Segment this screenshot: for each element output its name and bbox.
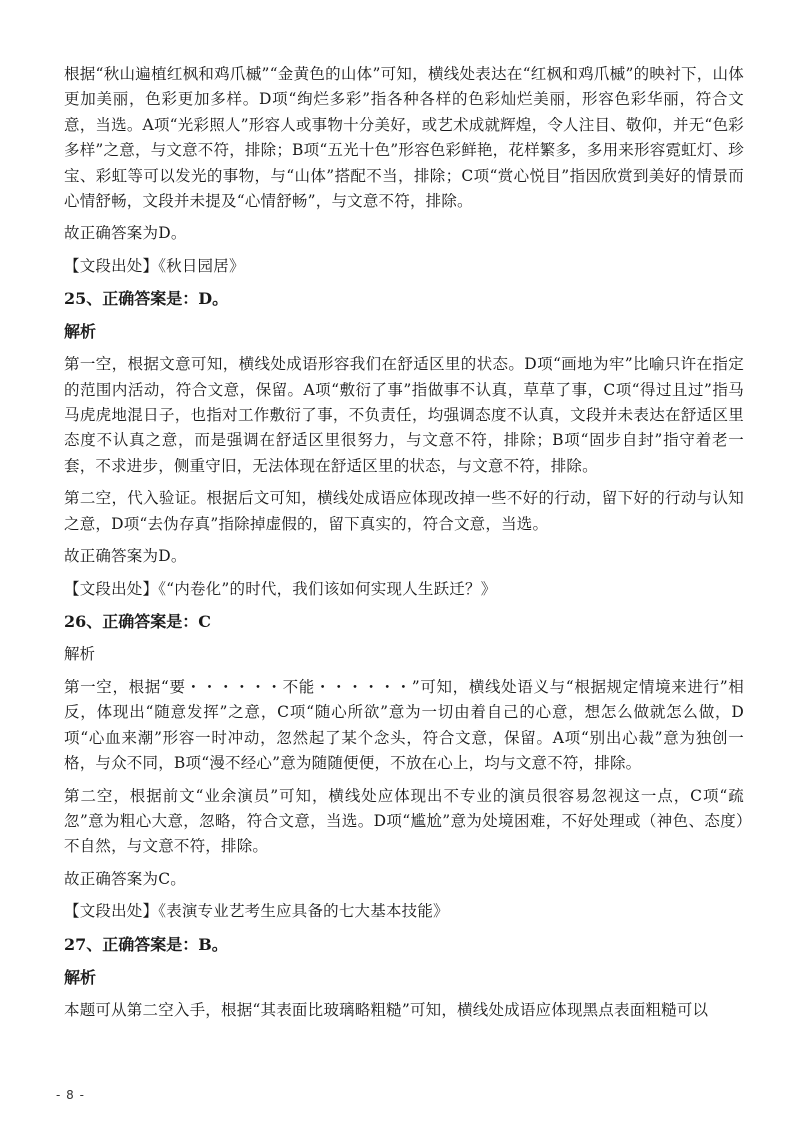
q24-conclusion: 故正确答案为D。 (64, 224, 187, 243)
q27-paragraph-1: 本题可从第二空入手，根据“其表面比玻璃略粗糙”可知，横线处成语应体现黑点表面粗糙可以 (64, 1000, 709, 1019)
q27-analysis-label: 解析 (64, 967, 97, 987)
q26-analysis-label: 解析 (64, 644, 96, 663)
page-content (64, 62, 744, 1030)
q24-analysis-paragraph: 根据“秋山遍植红枫和鸡爪槭”“金黄色的山体”可知，横线处表达在“红枫和鸡爪槭”的映衬下，山体更加美丽，色彩更加多样。D项“绚烂多彩”指各种各样的色彩灿烂美丽，形容色彩华丽，符合文意，当选。A项“光彩照人”形容人或事物十分美好，或艺术成就辉煌，令人注目、敬仰，并无“色彩多样”之意，与文意不符，排除；B项“五光十色”形容色彩鲜艳，花样繁多，多用来形容霓虹灯、珍宝、彩虹等可以发光的事物，与“山体”搭配不当，排除；C项“赏心悦目”指因欣赏到美好的情景而心情舒畅，文段并未提及“心情舒畅”，与文意不符，排除。 (64, 65, 744, 211)
q26-conclusion: 故正确答案为C。 (64, 869, 186, 888)
q25-analysis-label: 解析 (64, 322, 97, 342)
q26-paragraph-1: 第一空，根据“要・・・・・・不能・・・・・・”可知，横线处语义与“根据规定情境来进行”相反，体现出“随意发挥”之意，C项“随心所欲”意为一切由着自己的心意，想怎么做就怎么做，D项“心血来潮”形容一时冲动，忽然起了某个念头，符合文意，保留。A项“别出心裁”意为独创一格，与众不同，B项“漫不经心”意为随随便便，不放在心上，均与文意不符，排除。 (64, 677, 744, 773)
q25-paragraph-2: 第二空，代入验证。根据后文可知，横线处成语应体现改掉一些不好的行动，留下好的行动与认知之意，D项“去伪存真”指除掉虚假的，留下真实的，符合文意，当选。 (64, 489, 744, 533)
page-number: - 8 - (56, 1088, 85, 1102)
q25-source: 【文段出处】《“内卷化”的时代，我们该如何实现人生跃迁？》 (64, 579, 497, 598)
q26-source: 【文段出处】《表演专业艺考生应具备的七大基本技能》 (64, 902, 449, 921)
q25-heading: 25、正确答案是：D。 (64, 289, 229, 309)
q25-paragraph-1: 第一空，根据文意可知，横线处成语形容我们在舒适区里的状态。D项“画地为牢”比喻只许在指定的范围内活动，符合文意，保留。A项“敷衍了事”指做事不认真，草草了事，C项“得过且过”指马马虎虎地混日子，也指对工作敷衍了事，不负责任，均强调态度不认真，文段并未表达在舒适区里态度不认真之意，而是强调在舒适区里很努力，与文意不符，排除；B项“固步自封”指守着老一套，不求进步，侧重守旧，无法体现在舒适区里的状态，与文意不符，排除。 (64, 355, 744, 475)
q26-heading: 26、正确答案是：C (64, 611, 212, 631)
q27-heading: 27、正确答案是：B。 (64, 934, 228, 954)
q25-conclusion: 故正确答案为D。 (64, 547, 187, 566)
q24-source: 【文段出处】《秋日园居》 (64, 256, 245, 275)
q26-paragraph-2: 第二空，根据前文“业余演员”可知，横线处应体现出不专业的演员很容易忽视这一点，C项“疏忽”意为粗心大意，忽略，符合文意，当选。D项“尴尬”意为处境困难，不好处理或（神色、态度）不自然，与文意不符，排除。 (64, 786, 744, 856)
